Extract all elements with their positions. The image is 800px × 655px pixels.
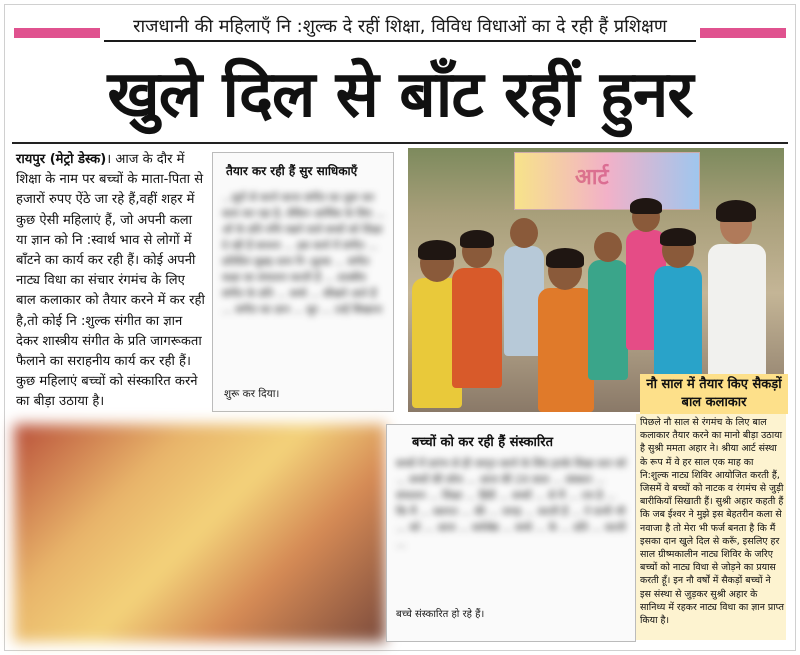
instructor-hair [716, 200, 756, 222]
right-column-article: पिछले नौ साल से रंगमंच के लिए बाल कलाकार तैयार करने का मानो बीड़ा उठाया है सुश्री ममता अहार ने। श्रीया आर्ट संस्था के रूप में वे हर साल एक माह का नि:शुल्क नाट्य शिविर आयोजित करती हैं, जिसमें वे बच्चों को नाटक व रंगमंच से जुड़ी बारीकियाँ सिखाती हैं। सुश्री अहार कहती हैं कि जब ईश्वर ने मुझे इस बेहतरीन कला से नवाजा है तो मेरा भी फर्ज बनता है कि मैं इसका दान खुले दिल से करूँ, इसलिए हर साल ग्रीष्मकालीन नाट्य शिविर के जरिए बच्चों को नाट्य विधा से जोड़ने का प्रयास करती हूँ। इन नौ वर्षों में सैकड़ों बच्चों ने इस संस्था से जुड़कर सुश्री अहार के सानिध्य में रहकर नाट्य विधा का ज्ञान प्राप्त किया है। [640, 417, 784, 627]
lead-article [16, 150, 206, 413]
box-values-body-blurred: बच्चों में प्रारंभ से ही जागृत करने के लिए इनके शिक्षा स्तर को ... बच्चों की सोच ... आज की 24 साल ... संस्कार ... संचालन ... शिक्षा ... हिंदी ... बच्चों ... से मैं ... तय है ... कि मैं ... स्वागत ... की ... जगह ... करती हैं ... ने कभी भी ... को ... आज ... सर्वश्रेष्ठ ... बच्चे ... के ... प्रति ... करती ... [396, 458, 627, 550]
child-figure [452, 268, 502, 388]
photo-children-workshop [408, 148, 784, 412]
child-hair [546, 248, 584, 268]
dateline: रायपुर (मेट्रो डेस्क) [16, 152, 107, 167]
child-head [510, 218, 538, 248]
headline-divider [12, 142, 788, 144]
child-hair [460, 230, 494, 248]
child-hair [418, 240, 456, 260]
child-hair [660, 228, 696, 246]
child-figure [588, 260, 628, 380]
main-headline: खुले दिल से बाँट रहीं हुनर [107, 58, 693, 132]
kicker-headline: राजधानी की महिलाएँ नि :शुल्क दे रहीं शिक्षा, विविध विधाओं का दे रही हैं प्रशिक्षण [104, 14, 696, 42]
poster-text: आर्ट [575, 165, 609, 190]
box-values-body-tail: बच्चे संस्कारित हो रहे हैं। [396, 609, 485, 620]
child-figure-blue-shirt [654, 266, 702, 386]
child-figure-orange-shirt [538, 288, 594, 412]
box-music-title: तैयार कर रही हैं सुर साधिकाएँ [226, 164, 358, 178]
lead-body: । आज के दौर में शिक्षा के नाम पर बच्चों के माता-पिता से हजारों रुपए ऐंठे जा रहे हैं,वहीं शहर में कुछ ऐसी महिलाएं हैं, जो अपनी कला या ज्ञान को नि :स्वार्थ भाव से लोगों में बाँटने का कार्य कर रही हैं। कोई अपनी नाट्य विधा का संचार रंगमंच के लिए बाल कलाकार को तैयार करने में कर रही है,तो कोई नि :शुल्क संगीत का ज्ञान देकर शास्त्रीय संगीत के प्रति जागरूकता फैलाने का सराहनीय कार्य कर रही हैं। कुछ महिलाएं बच्चों को संस्कारित करने का बीड़ा उठाया है। [16, 152, 205, 410]
kicker-accent-left [14, 28, 100, 38]
photo-caption: नौ साल में तैयार किए सैकड़ों बाल कलाकार [640, 374, 788, 414]
child-head [594, 232, 622, 262]
box-music-body-tail: शुरू कर दिया। [224, 388, 280, 400]
kicker-accent-right [700, 28, 786, 38]
box-values-title: बच्चों को कर रही हैं संस्कारित [412, 435, 554, 450]
photo-blurred-children [14, 424, 386, 642]
box-music-body-blurred: ...सुरों से करने काना संगीत का शुरू कर काम कर रहा है, लेकिन आर्थिक के लिए ... ओं के प्रति रुचि रखने वाले बच्चों को शिक्षा दे रही हैं साधना ... इस कार्य में संगीत ... प्रतिदिन सुबह शाम नि :शुल्क ... संगीत कक्षा का संचालन करती हैं ... शास्त्रीय संगीत के प्रति ... बच्चे ... सीखने आते हैं ... संगीत का ज्ञान ... सुर ... उन्हें सिखाना [222, 192, 386, 316]
poster-banner [514, 152, 700, 210]
child-hair [630, 198, 662, 214]
